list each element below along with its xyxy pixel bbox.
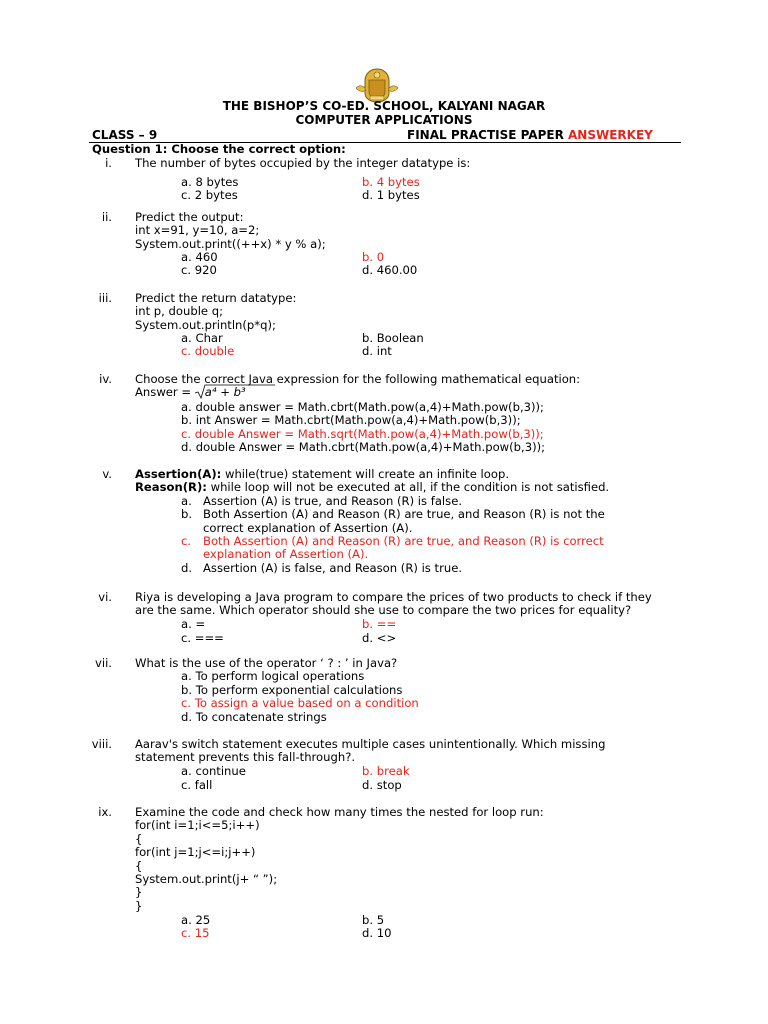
square-root-sign	[195, 384, 275, 400]
question-text-line: int x=91, y=10, a=2;	[135, 223, 260, 238]
option: b. Boolean	[362, 331, 424, 345]
paper-title: FINAL PRACTISE PAPER ANSWERKEY	[407, 128, 653, 142]
correct-option: b. 0	[362, 250, 385, 264]
subject-title: COMPUTER APPLICATIONS	[295, 113, 473, 127]
option: d. 460.00	[362, 263, 418, 277]
question-text-line: }	[135, 898, 143, 913]
option: a. To perform logical operations	[181, 669, 365, 684]
option-letter: d.	[181, 560, 193, 575]
option: a. Char	[181, 331, 223, 345]
option: b. int Answer = Math.cbrt(Math.pow(a,4)+Math.pow(b,3));	[181, 413, 521, 428]
correct-option: c. double Answer = Math.sqrt(Math.pow(a,4)+Math.pow(b,3));	[181, 426, 544, 441]
correct-option: b. break	[362, 764, 410, 778]
question-text-line: for(int i=1;i<=5;i++)	[135, 818, 260, 833]
question-text-line: Aarav's switch statement executes multiple cases unintentionally. Which missing	[135, 737, 606, 751]
question-text-line: Examine the code and check how many times the nested for loop run:	[135, 805, 544, 819]
answer-formula	[135, 386, 248, 399]
assertion-text: while(true) statement will create an infinite loop.	[221, 467, 510, 481]
correct-option: c. To assign a value based on a condition	[181, 696, 419, 711]
question-number: v.	[102, 467, 112, 481]
option: b. 5	[362, 913, 385, 927]
option: c. fall	[181, 778, 213, 792]
question-text-line: System.out.println(p*q);	[135, 317, 276, 332]
correct-option: b. ==	[362, 617, 397, 631]
question-text-line: Predict the return datatype:	[135, 291, 297, 305]
option: a. 460	[181, 250, 218, 264]
correct-option: c. 15	[181, 926, 210, 940]
question-number: iii.	[98, 291, 112, 305]
question-text-line: Choose the correct Java expression for the following mathematical equation:	[135, 372, 581, 386]
formula-text: a⁴ + b³	[204, 385, 246, 400]
class-label: CLASS – 9	[92, 128, 158, 142]
option: Both Assertion (A) and Reason (R) are true, and Reason (R) is not the	[203, 507, 605, 522]
option-letter: b.	[181, 507, 193, 522]
question-text-line: int p, double q;	[135, 304, 223, 319]
question-text-line: {	[135, 858, 143, 873]
correct-option: c. double	[181, 344, 235, 358]
question-text-line: System.out.print(j+ “ ”);	[135, 872, 278, 886]
reason-text: while loop will not be executed at all, if the condition is not satisfied.	[206, 480, 610, 495]
question-text-line: The number of bytes occupied by the integer datatype is:	[135, 156, 471, 170]
option-letter: a.	[181, 493, 192, 508]
question-text-line: are the same. Which operator should she use to compare the two prices for equality?	[135, 603, 632, 618]
question-text-line: statement prevents this fall-through?.	[135, 750, 356, 765]
option: d. 10	[362, 926, 392, 940]
correct-option: Both Assertion (A) and Reason (R) are true, and Reason (R) is correct	[203, 534, 604, 548]
question-text-line: Predict the output:	[135, 210, 244, 224]
question-number: vi.	[98, 590, 112, 604]
option: d. 1 bytes	[362, 188, 420, 202]
option: c. 920	[181, 263, 217, 277]
question-text-line: What is the use of the operator ‘ ? : ’ in Java?	[135, 656, 398, 670]
option: a. 25	[181, 913, 211, 927]
option: correct explanation of Assertion (A).	[203, 520, 413, 535]
question-text-line: {	[135, 831, 143, 846]
option: Assertion (A) is true, and Reason (R) is false.	[203, 493, 463, 508]
question-text-line: System.out.print((++x) * y % a);	[135, 236, 326, 251]
correct-option: explanation of Assertion (A).	[203, 547, 369, 562]
option-letter: c.	[181, 534, 192, 548]
question-1-title: Question 1: Choose the correct option:	[92, 142, 346, 156]
reason-line	[135, 481, 609, 494]
question-number: iv.	[99, 372, 112, 386]
correct-option: b. 4 bytes	[362, 175, 420, 189]
option: d. stop	[362, 778, 402, 792]
school-name: THE BISHOP’S CO-ED. SCHOOL, KALYANI NAGAR	[222, 99, 546, 113]
option: c. 2 bytes	[181, 188, 238, 202]
question-number: vii.	[95, 656, 112, 670]
question-text-line: }	[135, 885, 143, 900]
answer-prefix: Answer =	[135, 385, 195, 400]
question-number: viii.	[91, 737, 112, 751]
option: d. <>	[362, 631, 397, 645]
option: Assertion (A) is false, and Reason (R) is true.	[203, 560, 463, 575]
question-number: ix.	[98, 805, 112, 819]
option: a. continue	[181, 764, 246, 778]
option: d. int	[362, 344, 392, 358]
option: d. To concatenate strings	[181, 709, 327, 724]
option: c. ===	[181, 631, 224, 645]
option: a. double answer = Math.cbrt(Math.pow(a,4)+Math.pow(b,3));	[181, 399, 544, 414]
question-text-line: Riya is developing a Java program to compare the prices of two products to check if they	[135, 590, 652, 604]
option: a. =	[181, 617, 206, 631]
question-number: i.	[105, 156, 112, 170]
square-root-formula	[195, 386, 248, 399]
option: b. To perform exponential calculations	[181, 682, 403, 697]
reason-label: Reason(R):	[135, 480, 207, 495]
option: a. 8 bytes	[181, 175, 239, 189]
assertion-line	[135, 468, 509, 481]
option: d. double Answer = Math.cbrt(Math.pow(a,4)+Math.pow(b,3));	[181, 440, 546, 454]
answerkey-label: ANSWERKEY	[568, 128, 653, 142]
assertion-label: Assertion(A):	[135, 467, 222, 481]
question-text-line: for(int j=1;j<=i;j++)	[135, 845, 256, 860]
question-number: ii.	[101, 210, 112, 224]
